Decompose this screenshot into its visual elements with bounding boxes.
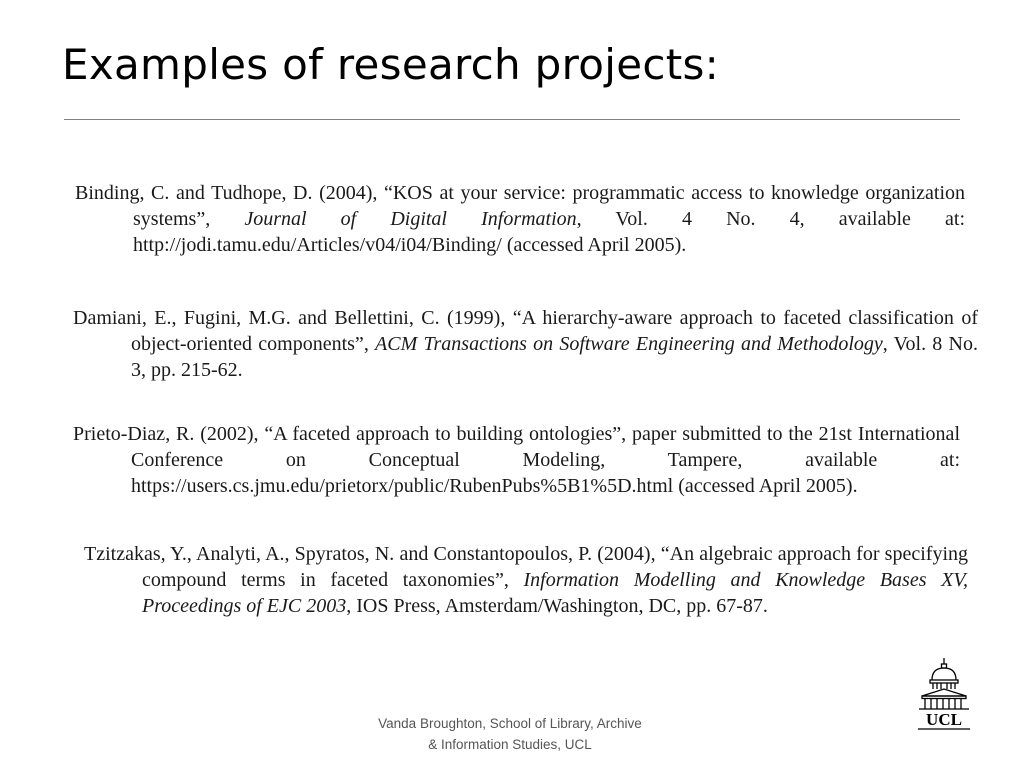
reference-source: ACM Transactions on Software Engineering and Methodology: [375, 333, 883, 355]
reference-tzitzakas: [84, 541, 968, 619]
reference-details: , Vol. 4 No. 4, available at: http://jodi.tamu.edu/Articles/v04/i04/Binding/ (accessed April 2005).: [133, 208, 966, 256]
slide-title: Examples of research projects:: [62, 40, 720, 89]
reference-text: Damiani, E., Fugini, M.G. and Bellettini, C. (1999), “A hierarchy-aware approach to faceted classification of object-oriented components”,: [73, 307, 978, 355]
reference-details: , IOS Press, Amsterdam/Washington, DC, pp. 67-87.: [346, 595, 768, 617]
reference-source: Information Modelling and Knowledge Bases XV, Proceedings of EJC 2003: [142, 569, 968, 617]
logo-text: UCL: [926, 710, 962, 729]
reference-details: , Vol. 8 No. 3, pp. 215-62.: [131, 333, 978, 381]
reference-prieto-diaz: [73, 421, 960, 499]
footer-author-line: Vanda Broughton, School of Library, Archive: [378, 716, 642, 731]
reference-source: Journal of Digital Information: [244, 208, 577, 230]
reference-damiani: [73, 305, 978, 383]
title-divider: [64, 119, 960, 120]
reference-text: Tzitzakas, Y., Analyti, A., Spyratos, N. and Constantopoulos, P. (2004), “An algebraic approach for specifying compound terms in faceted taxonomies”,: [84, 543, 968, 591]
ucl-portico-dome-icon: [919, 658, 969, 709]
slide-footer: [340, 713, 680, 755]
footer-institution-line: & Information Studies, UCL: [428, 737, 592, 752]
reference-binding: [75, 180, 965, 258]
reference-text: Prieto-Diaz, R. (2002), “A faceted approach to building ontologies”, paper submitted to the 21st International Conference on Conceptual Modeling, Tampere, available at: https://users.cs.jmu.edu/prietorx/public/RubenPubs%5B1%5D.html (accessed April 2005).: [73, 423, 960, 497]
reference-text: Binding, C. and Tudhope, D. (2004), “KOS at your service: programmatic access to knowledge organization systems”,: [75, 182, 965, 230]
ucl-logo: [912, 656, 976, 734]
